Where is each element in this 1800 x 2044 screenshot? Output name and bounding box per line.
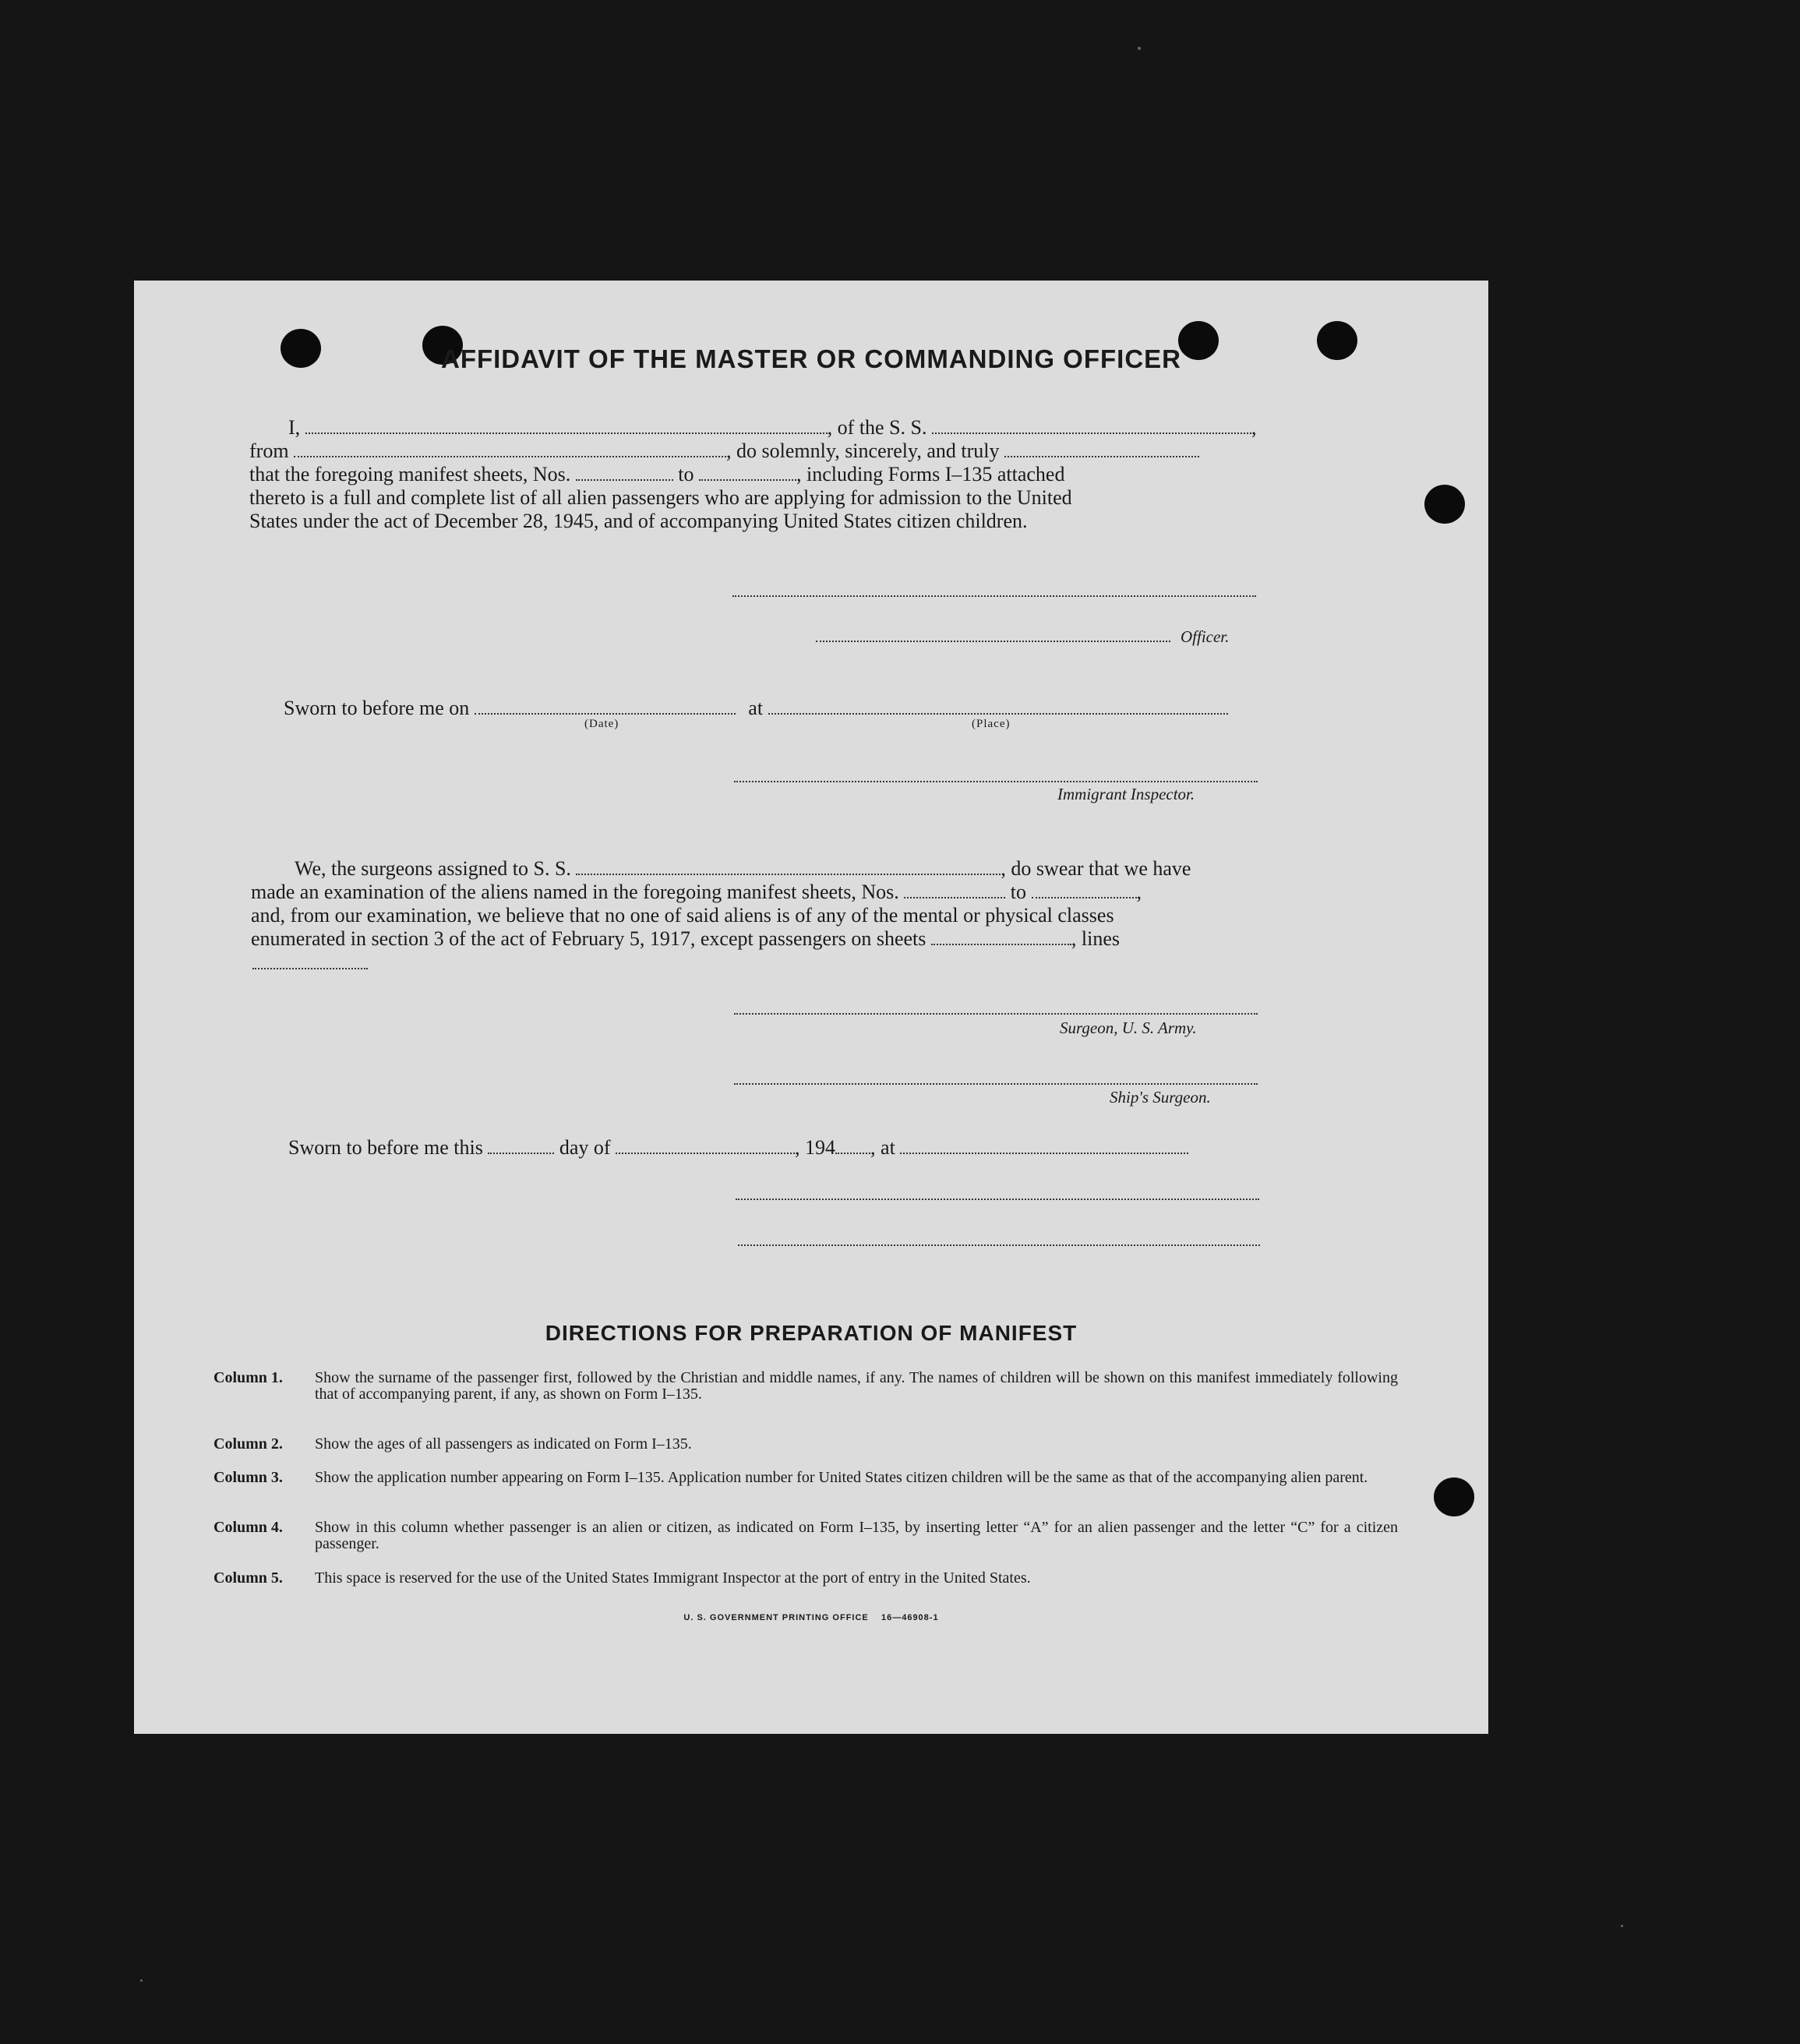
sheets-to-field[interactable] [699,464,796,481]
manifest-form-page [134,281,1488,1734]
direction-item [214,1470,1398,1507]
surgeons-line-4 [251,927,1120,951]
inspector-signature-line[interactable] [734,781,1258,782]
official-title-line[interactable] [738,1244,1260,1246]
direction-item [214,1520,1398,1557]
column-text: Show the surname of the passenger first, followed by the Christian and middle names, if any. The names of children will be shown on this manifest immediately following that of accompanying parent, if any, as shown on Form I–135. [315,1369,1398,1403]
directions-title: DIRECTIONS FOR PREPARATION OF MANIFEST [545,1321,1078,1345]
column-label: Column 5. [214,1569,283,1587]
text: , of the S. S. [827,416,927,439]
officer-caption: Officer. [1181,627,1230,646]
scan-speck [1621,1925,1623,1927]
sworn-date-place-line [252,697,1228,720]
master-name-field[interactable] [305,417,828,434]
affidavit-line-2 [249,440,1199,463]
officer-title-line[interactable] [816,641,1170,642]
text: made an examination of the aliens named in the foregoing manifest sheets, Nos. [251,881,899,903]
sworn-day-line [259,1136,1188,1160]
text: that the foregoing manifest sheets, Nos. [249,463,571,485]
printing-office-imprint: U. S. GOVERNMENT PRINTING OFFICE 16—46908-1 [683,1613,939,1622]
scan-speck [1138,47,1141,50]
direction-item [214,1370,1398,1424]
ship-surgeon-caption: Ship's Surgeon. [1110,1088,1211,1107]
column-text: Show the application number appearing on Form I–135. Application number for United States citizen children will be the same as that of the accompanying alien parent. [315,1469,1368,1486]
surgeons-sheets-to-field[interactable] [1032,881,1137,898]
sworn-date-field[interactable] [475,697,736,715]
text: Sworn to before me this [288,1136,483,1159]
official-signature-line[interactable] [736,1199,1259,1200]
punch-hole [1424,485,1465,524]
punch-hole [1434,1477,1474,1516]
text: at [748,697,764,719]
sworn-place-field[interactable] [768,697,1228,715]
exception-sheets-field[interactable] [931,928,1071,945]
column-text: Show the ages of all passengers as indicated on Form I–135. [315,1435,692,1453]
oath-continuation-field[interactable] [1004,440,1199,457]
sworn-year-field[interactable] [835,1137,870,1154]
text: , [1251,416,1257,439]
column-label: Column 4. [214,1519,283,1536]
text: , do swear that we have [1001,857,1191,880]
text: enumerated in section 3 of the act of February 5, 1917, except passengers on sheets [251,927,926,950]
text: I, [288,416,301,439]
surgeons-sheets-from-field[interactable] [904,881,1005,898]
sworn-day-field[interactable] [488,1137,554,1154]
column-text: This space is reserved for the use of the United States Immigrant Inspector at the port of entry in the United States. [315,1569,1031,1587]
affidavit-line-4: thereto is a full and complete list of all alien passengers who are applying for admission to the United [249,486,1072,509]
text: , [1136,881,1142,903]
army-surgeon-signature-line[interactable] [734,1013,1258,1015]
sworn-location-field[interactable] [900,1137,1188,1154]
surgeons-line-2 [251,881,1142,904]
departure-port-field[interactable] [294,440,726,457]
surgeons-ship-field[interactable] [576,858,1001,875]
text: We, the surgeons assigned to S. S. [295,857,571,880]
text: Sworn to before me on [284,697,470,719]
direction-item [214,1436,1398,1456]
place-label: (Place) [972,718,1011,730]
text: to [678,463,694,485]
surgeons-line-1 [251,857,1191,881]
sworn-month-field[interactable] [616,1137,795,1154]
text: to [1010,881,1026,903]
army-surgeon-caption: Surgeon, U. S. Army. [1060,1018,1197,1037]
text: day of [559,1136,611,1159]
column-label: Column 1. [214,1369,283,1386]
text: , including Forms I–135 attached [796,463,1065,485]
direction-item [214,1570,1398,1608]
column-label: Column 3. [214,1469,283,1486]
ship-surgeon-signature-line[interactable] [734,1083,1258,1085]
master-signature-line[interactable] [732,595,1256,597]
affidavit-line-3 [249,463,1064,486]
text: , lines [1071,927,1121,950]
column-text: Show in this column whether passenger is an alien or citizen, as indicated on Form I–135, by inserting letter “A” for an alien passenger and the letter “C” for a citizen passenger. [315,1519,1398,1552]
exception-lines-field[interactable] [252,968,368,969]
affidavit-line-5: States under the act of December 28, 1945, and of accompanying United States citizen children. [249,510,1028,532]
date-label: (Date) [584,718,619,730]
scan-speck [140,1979,143,1982]
sheets-from-field[interactable] [576,464,673,481]
column-label: Column 2. [214,1435,283,1453]
affidavit-line-1 [249,416,1257,440]
text: from [249,440,289,462]
text: , do solemnly, sincerely, and truly [726,440,1000,462]
text: , 194 [795,1136,836,1159]
affidavit-title: AFFIDAVIT OF THE MASTER OR COMMANDING OFFICER [440,344,1181,373]
surgeons-line-3: and, from our examination, we believe that no one of said aliens is of any of the mental or physical classes [251,904,1114,927]
ship-name-field[interactable] [932,417,1251,434]
inspector-caption: Immigrant Inspector. [1057,785,1195,803]
text: , at [870,1136,895,1159]
